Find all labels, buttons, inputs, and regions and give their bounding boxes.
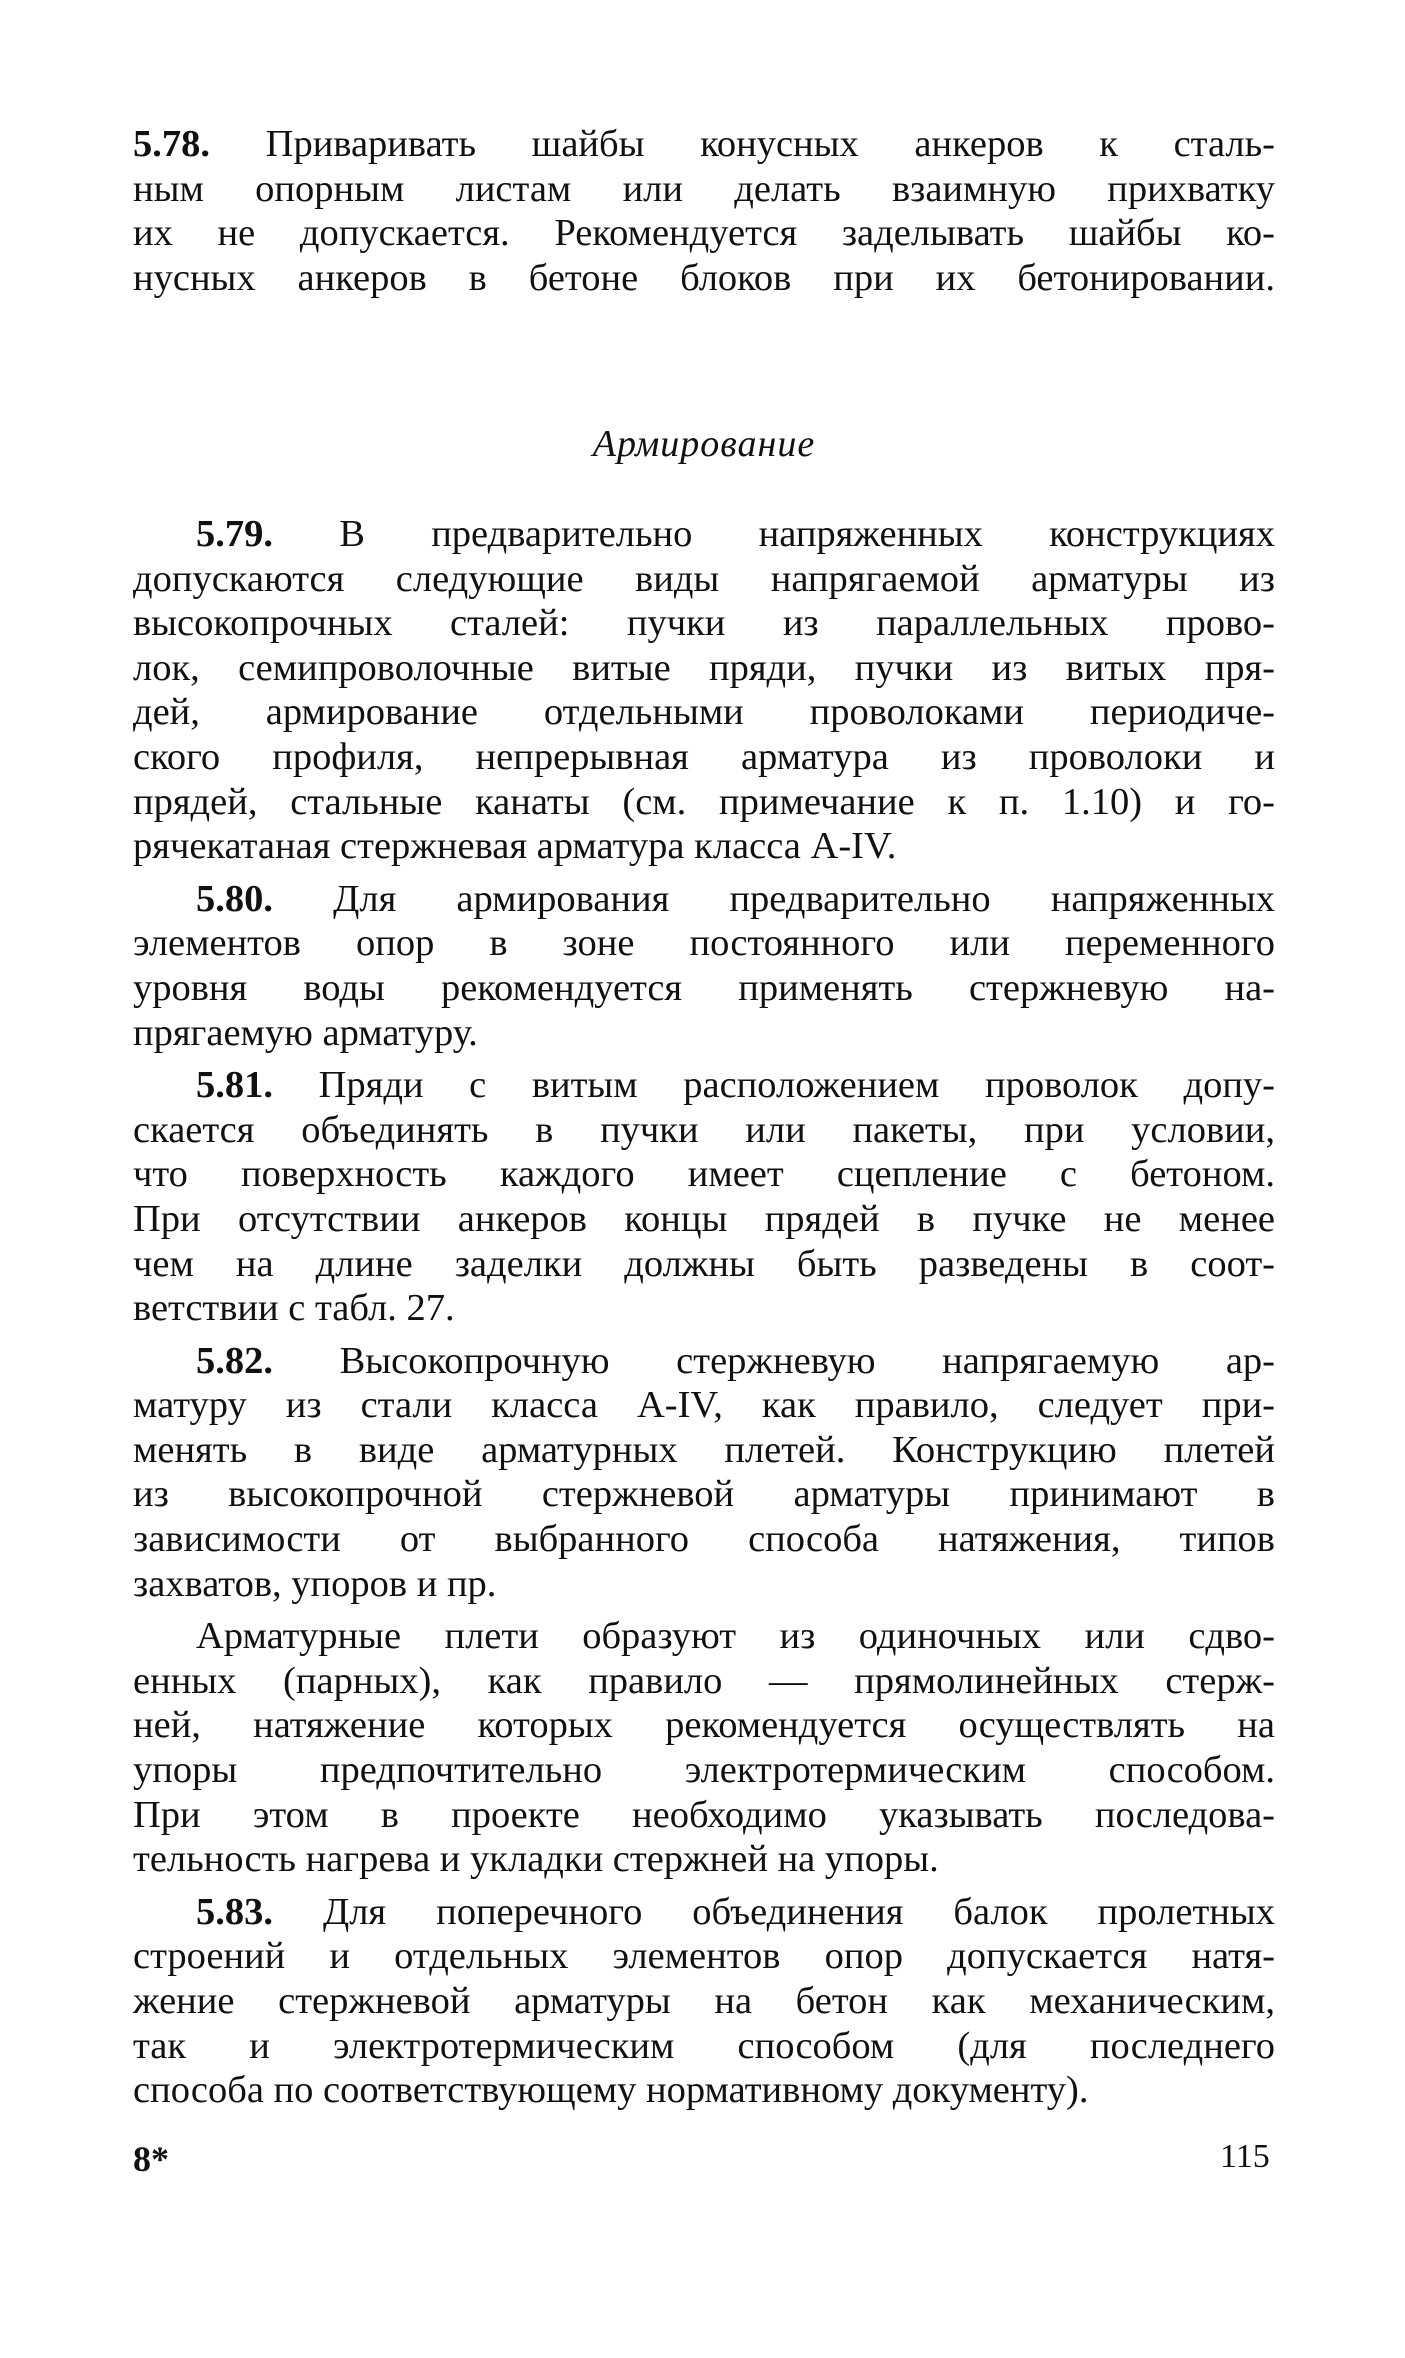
line-text: уровня воды рекомендуется применять стержневую на- — [133, 966, 1275, 1009]
line-text: чем на длине заделки должны быть разведены в соот- — [133, 1242, 1275, 1285]
text-line — [133, 1286, 1275, 1331]
section-heading: Армирование — [592, 423, 816, 465]
text-line — [133, 1197, 1275, 1242]
line-text: так и электротермическим способом (для последнего — [133, 2024, 1275, 2067]
line-text: нусных анкеров в бетоне блоков при их бетонировании. — [133, 256, 1275, 299]
line-text: менять в виде арматурных плетей. Конструкцию плетей — [133, 1428, 1275, 1471]
line-text: ского профиля, непрерывная арматура из проволоки и — [133, 735, 1275, 778]
text-line — [133, 1793, 1275, 1838]
text-line — [133, 1339, 1275, 1384]
text-line — [133, 1472, 1275, 1517]
line-text: ветствии с табл. 27. — [133, 1287, 455, 1330]
line-text: Для поперечного объединения балок пролетных — [273, 1890, 1275, 1933]
line-text: способа по соответствующему нормативному документу). — [133, 2069, 1089, 2112]
text-line — [133, 1517, 1275, 1562]
clause-number: 5.81. — [196, 1064, 273, 1107]
line-text: При отсутствии анкеров концы прядей в пучке не менее — [133, 1197, 1275, 1240]
clause-number: 5.82. — [196, 1339, 273, 1382]
line-text: дей, армирование отдельными проволоками периодиче- — [133, 691, 1275, 734]
line-text: матуру из стали класса A-IV, как правило, следует при- — [133, 1384, 1275, 1427]
text-line — [133, 735, 1275, 780]
text-line — [133, 1934, 1275, 1979]
clause-number: 5.83. — [196, 1890, 273, 1933]
line-text: прягаемую арматуру. — [133, 1011, 478, 1054]
line-text: ней, натяжение которых рекомендуется осуществлять на — [133, 1704, 1275, 1747]
text-line — [133, 122, 1275, 167]
page-number: 115 — [1220, 2138, 1270, 2175]
line-text: тельность нагрева и укладки стержней на упоры. — [133, 1838, 939, 1881]
line-text: енных (парных), как правило — прямолинейных стерж- — [133, 1659, 1275, 1702]
line-text: Пряди с витым расположением проволок допу- — [273, 1064, 1275, 1107]
text-line — [133, 1108, 1275, 1153]
text-line — [133, 1428, 1275, 1473]
text-line — [133, 646, 1275, 691]
text-line — [133, 1659, 1275, 1704]
line-text: что поверхность каждого имеет сцепление с бетоном. — [133, 1153, 1275, 1196]
text-line — [133, 1837, 1275, 1882]
line-text: зависимости от выбранного способа натяжения, типов — [133, 1518, 1275, 1561]
text-line — [133, 2024, 1275, 2069]
text-line — [133, 211, 1275, 256]
text-line — [133, 557, 1275, 602]
signature-mark: 8* — [133, 2139, 169, 2179]
text-line — [133, 167, 1275, 212]
line-text: рячекатаная стержневая арматура класса A-IV. — [133, 825, 897, 868]
text-line — [133, 824, 1275, 869]
text-line — [133, 1152, 1275, 1197]
text-line — [133, 1703, 1275, 1748]
text-line — [133, 1011, 1275, 1056]
line-text: При этом в проекте необходимо указывать последова- — [133, 1793, 1275, 1836]
text-line — [133, 877, 1275, 922]
line-text: высокопрочных сталей: пучки из параллельных прово- — [133, 602, 1275, 645]
line-text: жение стержневой арматуры на бетон как механическим, — [133, 1980, 1275, 2022]
text-line — [133, 780, 1275, 825]
line-text: упоры предпочтительно электротермическим способом. — [133, 1749, 1275, 1792]
line-text: В предварительно напряженных конструкциях — [273, 513, 1275, 555]
text-line — [133, 1562, 1275, 1607]
line-text: Арматурные плети образуют из одиночных или сдво- — [196, 1615, 1275, 1658]
line-text: допускаются следующие виды напрягаемой арматуры из — [133, 557, 1275, 600]
text-line — [133, 601, 1275, 646]
text-line — [133, 1748, 1275, 1793]
line-text: лок, семипроволочные витые пряди, пучки из витых пря- — [133, 646, 1275, 689]
line-text: захватов, упоров и пр. — [133, 1562, 497, 1605]
text-line — [133, 966, 1275, 1011]
line-text: Приваривать шайбы конусных анкеров к сталь- — [210, 123, 1275, 165]
text-line — [133, 1242, 1275, 1287]
line-text: Высокопрочную стержневую напрягаемую ар- — [273, 1339, 1275, 1382]
line-text: Для армирования предварительно напряженных — [273, 877, 1275, 920]
text-line — [133, 690, 1275, 735]
line-text: элементов опор в зоне постоянного или переменного — [133, 922, 1275, 965]
line-text: из высокопрочной стержневой арматуры принимают в — [133, 1473, 1275, 1516]
clause-number: 5.78. — [133, 123, 210, 165]
text-line — [133, 1979, 1275, 2024]
paragraph-5-78 — [133, 122, 1275, 300]
line-text: ным опорным листам или делать взаимную прихватку — [133, 167, 1275, 210]
line-text: прядей, стальные канаты (см. примечание к п. 1.10) и го- — [133, 780, 1275, 823]
text-line — [133, 256, 1275, 301]
text-line — [133, 1063, 1275, 1108]
text-line — [133, 1614, 1275, 1659]
text-line — [133, 1890, 1275, 1935]
text-line — [133, 512, 1275, 557]
line-text: строений и отдельных элементов опор допускается натя- — [133, 1935, 1275, 1978]
text-line — [133, 2068, 1275, 2113]
clause-number: 5.79. — [196, 513, 273, 555]
text-line — [133, 921, 1275, 966]
line-text: скается объединять в пучки или пакеты, при условии, — [133, 1108, 1275, 1151]
text-line — [133, 1383, 1275, 1428]
clause-number: 5.80. — [196, 877, 273, 920]
line-text: их не допускается. Рекомендуется заделывать шайбы ко- — [133, 212, 1275, 255]
paragraphs-5-79-to-5-83 — [133, 512, 1275, 2113]
